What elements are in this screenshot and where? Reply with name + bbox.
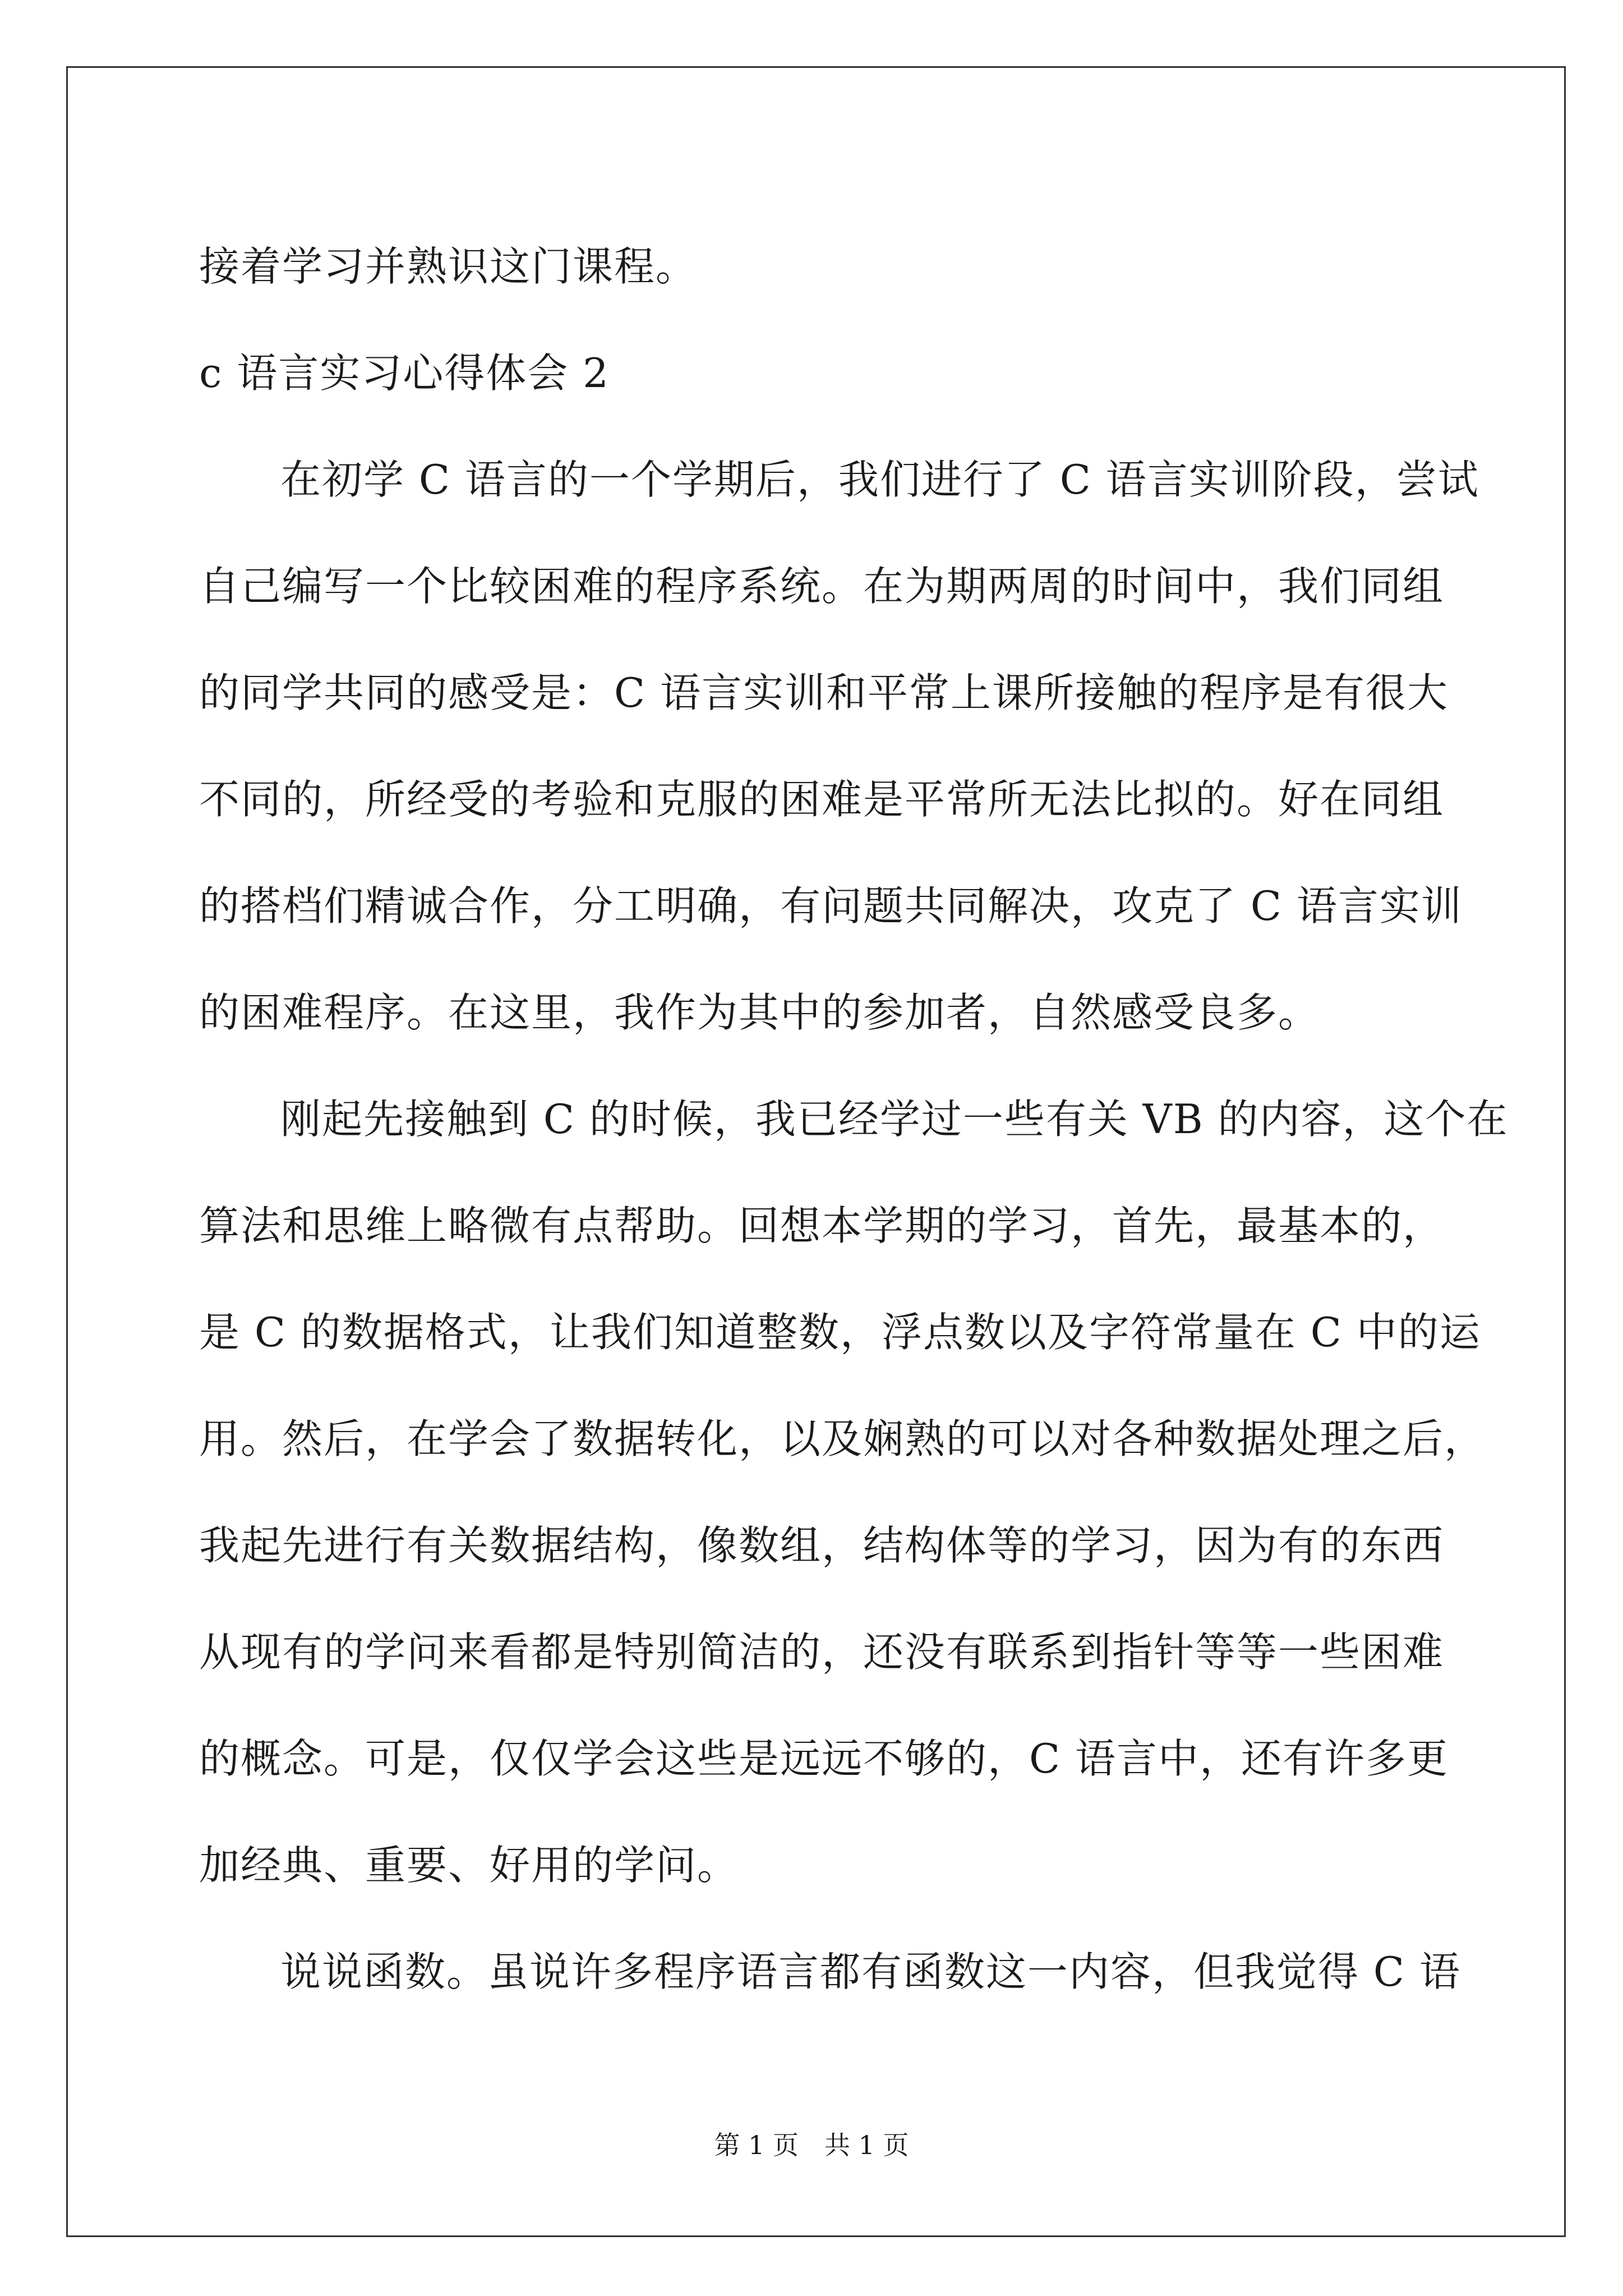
paragraph-line: 的同学共同的感受是：C 语言实训和平常上课所接触的程序是有很大 [199,669,1449,716]
paragraph-line: 刚起先接触到 C 的时候，我已经学过一些有关 VB 的内容，这个在 [280,1096,1509,1143]
paragraph-line: 是 C 的数据格式，让我们知道整数，浮点数以及字符常量在 C 中的运 [199,1309,1481,1356]
section-heading: c 语言实习心得体会 2 [199,349,610,397]
document-body [199,213,1509,2025]
paragraph-line: 自己编写一个比较困难的程序系统。在为期两周的时间中，我们同组 [199,563,1445,610]
paragraph-line: 用。然后，在学会了数据转化，以及娴熟的可以对各种数据处理之后， [199,1415,1486,1462]
paragraph-line: 说说函数。虽说许多程序语言都有函数这一内容，但我觉得 C 语 [280,1948,1461,1995]
paragraph-line: 的概念。可是，仅仅学会这些是远远不够的，C 语言中，还有许多更 [199,1735,1449,1782]
paragraph-line: 在初学 C 语言的一个学期后，我们进行了 C 语言实训阶段，尝试 [280,456,1479,503]
paragraph-line: 接着学习并熟识这门课程。 [199,243,698,290]
paragraph-line: 我起先进行有关数据结构，像数组，结构体等的学习，因为有的东西 [199,1522,1445,1569]
paragraph-line: 从现有的学问来看都是特别简洁的，还没有联系到指针等等一些困难 [199,1628,1445,1676]
paragraph-line: 不同的，所经受的考验和克服的困难是平常所无法比拟的。好在同组 [199,776,1445,823]
paragraph-line: 的搭档们精诚合作，分工明确，有问题共同解决，攻克了 C 语言实训 [199,882,1463,930]
paragraph-line: 的困难程序。在这里，我作为其中的参加者，自然感受良多。 [199,989,1320,1036]
paragraph-line: 算法和思维上略微有点帮助。回想本学期的学习，首先，最基本的， [199,1202,1445,1249]
paragraph-line: 加经典、重要、好用的学问。 [199,1842,739,1889]
page-footer: 第 1 页 共 1 页 [714,2130,909,2160]
